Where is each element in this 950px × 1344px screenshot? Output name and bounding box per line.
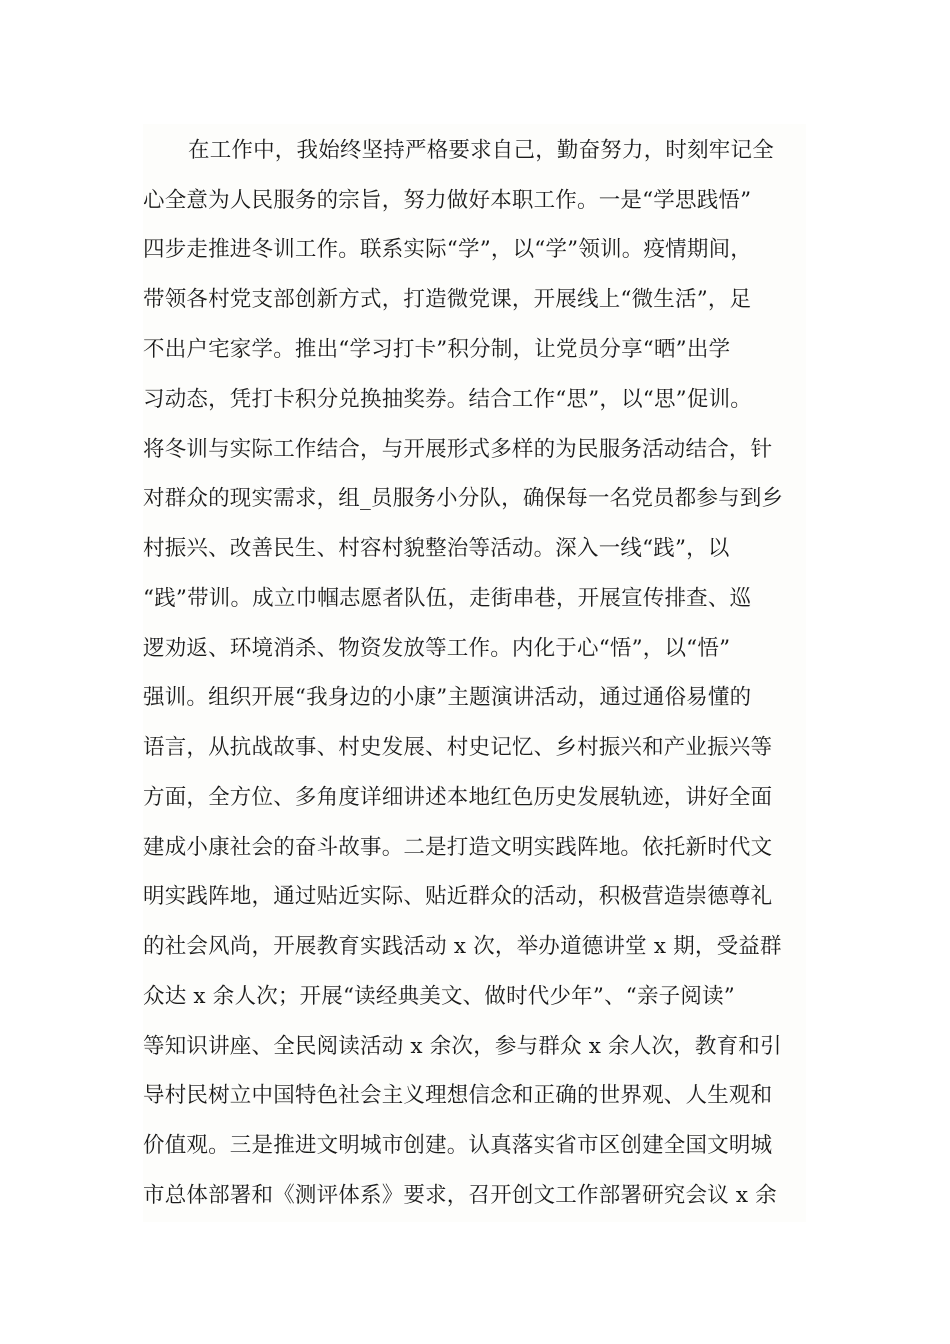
- text-line: 语言，从抗战故事、村史发展、村史记忆、乡村振兴和产业振兴等: [143, 735, 773, 760]
- text-line: 在工作中，我始终坚持严格要求自己，勤奋努力，时刻牢记全: [188, 138, 774, 163]
- text-line: 建成小康社会的奋斗故事。二是打造文明实践阵地。依托新时代文: [143, 835, 773, 860]
- text-line: 不出户宅家学。推出“学习打卡”积分制，让党员分享“晒”出学: [143, 337, 731, 362]
- text-line: 四步走推进冬训工作。联系实际“学”，以“学”领训。疫情期间，: [143, 237, 752, 262]
- text-line: 众达 x 余人次；开展“读经典美文、做时代少年”、“亲子阅读”: [143, 984, 735, 1009]
- text-line: 将冬训与实际工作结合，与开展形式多样的为民服务活动结合，针: [143, 437, 773, 462]
- text-line: 的社会风尚，开展教育实践活动 x 次，举办道德讲堂 x 期，受益群: [143, 934, 782, 959]
- text-line: 村振兴、改善民生、村容村貌整治等活动。深入一线“践”，以: [143, 536, 730, 561]
- text-line: 导村民树立中国特色社会主义理想信念和正确的世界观、人生观和: [143, 1083, 773, 1108]
- text-line: 习动态，凭打卡积分兑换抽奖券。结合工作“思”，以“思”促训。: [143, 387, 752, 412]
- text-line: “践”带训。成立巾帼志愿者队伍，走街串巷，开展宣传排查、巡: [143, 586, 752, 611]
- document-text-block: [143, 124, 806, 1222]
- text-line: 市总体部署和《测评体系》要求，召开创文工作部署研究会议 x 余: [143, 1183, 777, 1208]
- text-line: 带领各村党支部创新方式，打造微党课，开展线上“微生活”，足: [143, 287, 752, 312]
- text-line: 对群众的现实需求，组_员服务小分队，确保每一名党员都参与到乡: [143, 486, 784, 511]
- text-line: 方面，全方位、多角度详细讲述本地红色历史发展轨迹，讲好全面: [143, 785, 773, 810]
- text-line: 价值观。三是推进文明城市创建。认真落实省市区创建全国文明城: [143, 1133, 773, 1158]
- text-line: 强训。组织开展“我身边的小康”主题演讲活动，通过通俗易懂的: [143, 685, 752, 710]
- text-line: 等知识讲座、全民阅读活动 x 余次，参与群众 x 余人次，教育和引: [143, 1034, 782, 1059]
- text-line: 心全意为人民服务的宗旨，努力做好本职工作。一是“学思践悟”: [143, 188, 752, 213]
- text-line: 逻劝返、环境消杀、物资发放等工作。内化于心“悟”，以“悟”: [143, 636, 731, 661]
- text-line: 明实践阵地，通过贴近实际、贴近群众的活动，积极营造崇德尊礼: [143, 884, 773, 909]
